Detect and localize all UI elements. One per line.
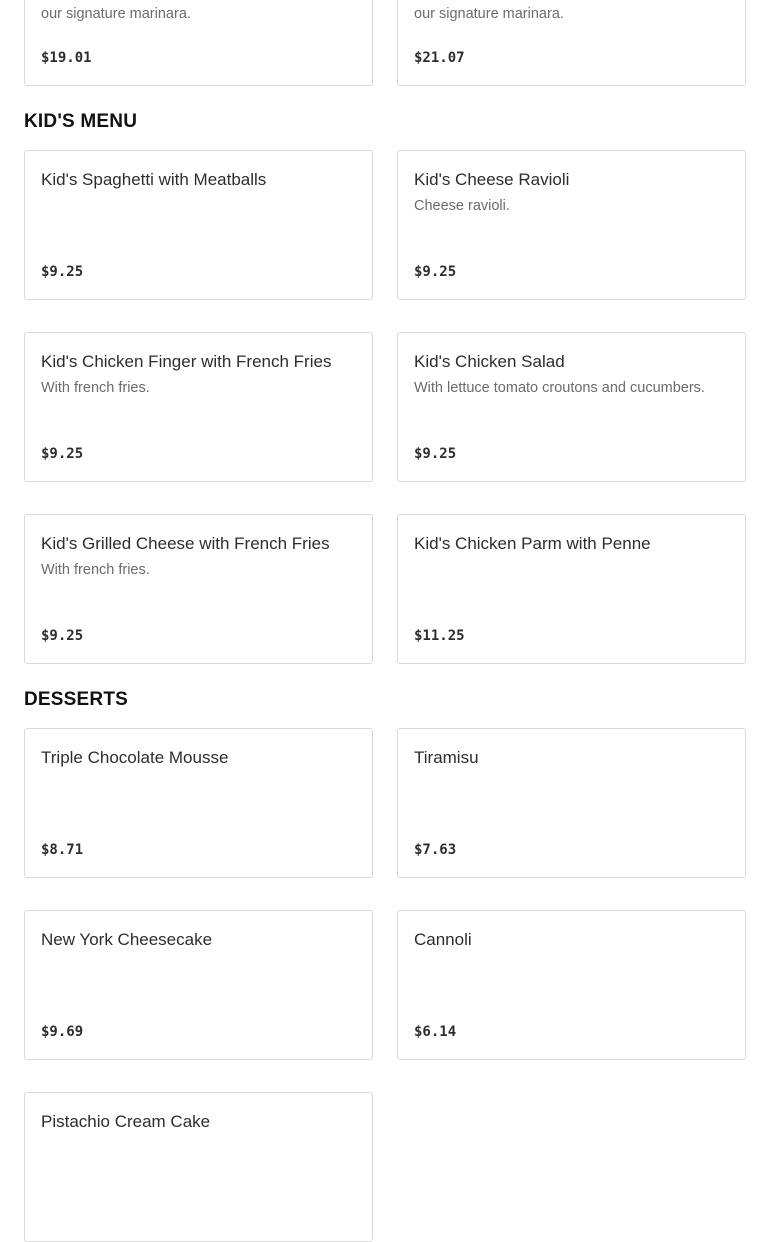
- menu-item-name: Kid's Spaghetti with Meatballs: [41, 170, 267, 189]
- menu-item-price: $9.25: [41, 264, 84, 280]
- menu-item-price: $8.71: [41, 842, 84, 858]
- menu-item-card[interactable]: [24, 910, 373, 1060]
- menu-item-name: Kid's Chicken Salad: [414, 352, 565, 371]
- menu-item-price: $19.01: [41, 50, 92, 66]
- menu-item-name: Kid's Chicken Parm with Penne: [414, 534, 651, 553]
- menu-item-description: our signature marinara.: [41, 6, 191, 22]
- menu-item-name: Kid's Grilled Cheese with French Fries: [41, 534, 330, 553]
- menu-item-name: Kid's Chicken Finger with French Fries: [41, 352, 332, 371]
- menu-item-card[interactable]: [24, 514, 373, 664]
- menu-item-card[interactable]: [24, 728, 373, 878]
- menu-item-price: $21.07: [414, 50, 465, 66]
- menu-item-name: New York Cheesecake: [41, 930, 213, 949]
- menu-item-card[interactable]: [24, 0, 373, 86]
- menu-item-name: Triple Chocolate Mousse: [41, 748, 229, 767]
- menu-item-card[interactable]: [397, 910, 746, 1060]
- menu-item-card[interactable]: [397, 0, 746, 86]
- menu-item-name: Pistachio Cream Cake: [41, 1112, 211, 1131]
- menu-item-description: our signature marinara.: [414, 6, 564, 22]
- menu-item-price: $11.25: [414, 628, 465, 644]
- menu-item-card[interactable]: [397, 728, 746, 878]
- menu-item-price: $9.69: [41, 1024, 84, 1040]
- menu-item-price: $9.25: [41, 446, 84, 462]
- menu-item-price: $7.63: [414, 842, 457, 858]
- menu-item-name: Cannoli: [414, 930, 472, 949]
- menu-item-card[interactable]: [24, 332, 373, 482]
- section-title-kids-menu: KID'S MENU: [24, 111, 138, 132]
- menu-item-card[interactable]: [24, 150, 373, 300]
- section-title-desserts: DESSERTS: [24, 689, 129, 710]
- menu-item-card[interactable]: [397, 150, 746, 300]
- menu-item-description: With lettuce tomato croutons and cucumbers.: [414, 380, 705, 396]
- menu-item-name: Tiramisu: [414, 748, 479, 767]
- menu-item-name: Kid's Cheese Ravioli: [414, 170, 570, 189]
- menu-item-card[interactable]: [397, 332, 746, 482]
- menu-item-card[interactable]: [397, 514, 746, 664]
- menu-item-price: $9.25: [41, 628, 84, 644]
- menu-item-description: Cheese ravioli.: [414, 198, 510, 214]
- menu-item-price: $9.25: [414, 446, 457, 462]
- menu-item-price: $6.14: [414, 1024, 457, 1040]
- menu-item-card[interactable]: [24, 1092, 373, 1242]
- menu-item-description: With french fries.: [41, 380, 150, 396]
- menu-item-description: With french fries.: [41, 562, 150, 578]
- menu-item-price: $9.25: [414, 264, 457, 280]
